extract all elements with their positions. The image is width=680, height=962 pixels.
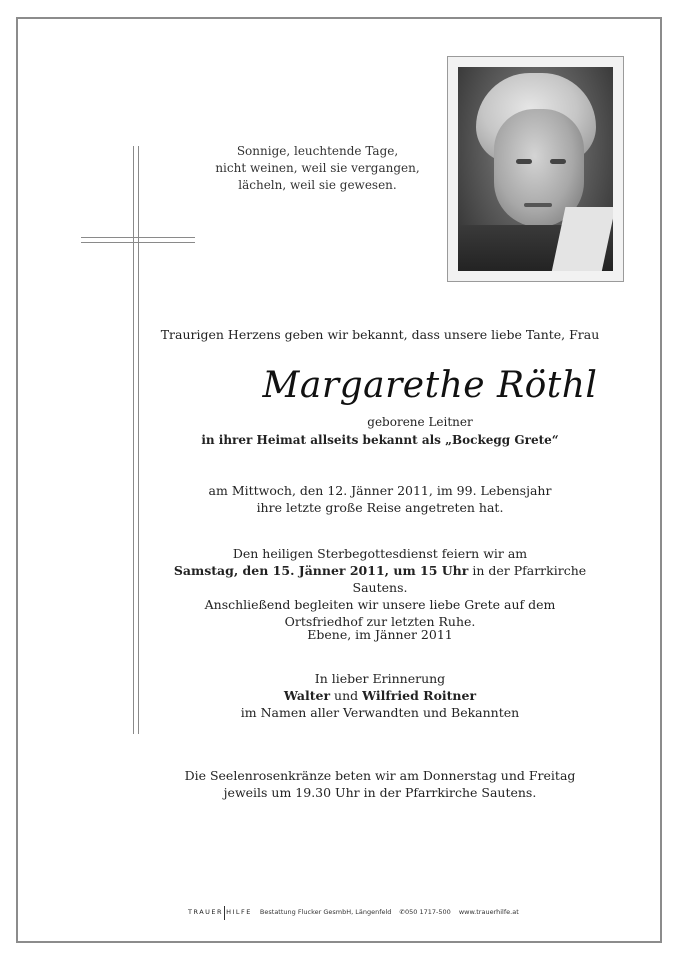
cross-icon-vertical xyxy=(133,146,139,734)
poem xyxy=(210,143,425,194)
service-line xyxy=(150,562,610,596)
death-notice xyxy=(150,482,610,516)
rosary-notice xyxy=(150,767,610,801)
poem-line: Sonnige, leuchtende Tage, xyxy=(236,144,399,158)
footer-web: www.trauerhilfe.at xyxy=(458,908,519,916)
rosary-line: jeweils um 19.30 Uhr in der Pfarrkirche Sautens. xyxy=(223,785,537,800)
mourner-name: Walter xyxy=(283,688,331,703)
memory-line: In lieber Erinnerung xyxy=(314,671,446,686)
footer-logo: TRAUER HILFE xyxy=(188,908,252,916)
service-location: in der Pfarrkirche Sautens. xyxy=(352,563,587,595)
footer xyxy=(188,906,519,920)
poem-line: nicht weinen, weil sie vergangen, xyxy=(215,161,420,175)
mourner-name: Wilfried Roitner xyxy=(362,688,477,703)
service-line: Ortsfriedhof zur letzten Ruhe. xyxy=(284,614,476,629)
known-as: in ihrer Heimat allseits bekannt als „Bockegg Grete“ xyxy=(201,433,559,447)
in-memory xyxy=(150,670,610,721)
deceased-name: Margarethe Röthl xyxy=(262,365,598,406)
portrait-frame xyxy=(447,56,624,282)
death-line: am Mittwoch, den 12. Jänner 2011, im 99. Lebensjahr xyxy=(208,483,552,498)
service-date: Samstag, den 15. Jänner 2011, um 15 Uhr xyxy=(173,563,469,578)
rosary-line: Die Seelenrosenkränze beten wir am Donnerstag und Freitag xyxy=(184,768,576,783)
footer-company: Bestattung Flucker GesmbH, Längenfeld xyxy=(259,908,392,916)
service-line: Den heiligen Sterbegottesdienst feiern wir am xyxy=(232,546,528,561)
portrait-photo xyxy=(458,67,613,271)
place-date: Ebene, im Jänner 2011 xyxy=(307,627,453,642)
poem-line: lächeln, weil sie gewesen. xyxy=(238,178,397,192)
memory-line: im Namen aller Verwandten und Bekannten xyxy=(240,705,520,720)
funeral-service xyxy=(150,545,610,630)
service-line: Anschließend begleiten wir unsere liebe Grete auf dem xyxy=(204,597,556,612)
intro-text: Traurigen Herzens geben wir bekannt, dass unsere liebe Tante, Frau xyxy=(160,327,600,342)
maiden-name: geborene Leitner xyxy=(367,415,473,429)
mourners-line: Walter und Wilfried Roitner xyxy=(283,688,477,703)
phone-icon: ✆ xyxy=(399,908,405,916)
death-line: ihre letzte große Reise angetreten hat. xyxy=(256,500,504,515)
logo-bar-icon xyxy=(224,906,225,920)
cross-icon-horizontal xyxy=(81,237,195,243)
footer-phone: 050 1717-500 xyxy=(404,908,451,916)
